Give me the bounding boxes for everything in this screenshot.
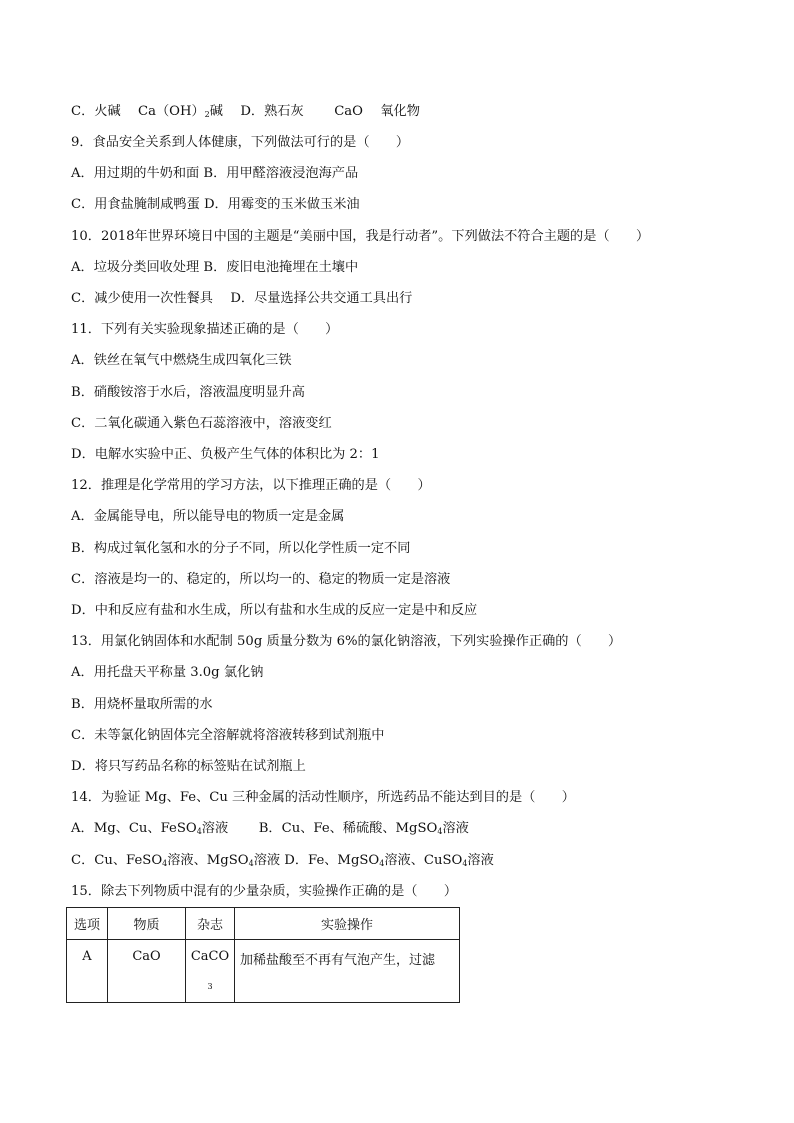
q12-option-b: B．构成过氧化氢和水的分子不同，所以化学性质一定不同 <box>71 541 411 556</box>
substance-value: CaO <box>132 949 161 964</box>
q9-options-cd: C．用食盐腌制咸鸭蛋 D．用霉变的玉米做玉米油 <box>71 197 360 212</box>
q14-subscript: 4 <box>437 827 443 836</box>
q15-table <box>66 907 460 1003</box>
table-header-cell: 杂志 <box>186 908 235 940</box>
q8-options-line <box>71 103 420 121</box>
q11-option-d: D．电解水实验中正、负极产生气体的体积比为 2：1 <box>71 447 380 462</box>
q14-subscript: 4 <box>462 859 468 868</box>
q14-subscript: 4 <box>379 859 385 868</box>
q13-option-a: A．用托盘天平称量 3.0g 氯化钠 <box>71 665 264 680</box>
q12-stem: 12．推理是化学常用的学习方法，以下推理正确的是（ ） <box>71 478 431 493</box>
table-header-cell: 物质 <box>108 908 186 940</box>
q11-option-b: B．硝酸铵溶于水后，溶液温度明显升高 <box>71 385 305 400</box>
q14-stem: 14．为验证 Mg、Fe、Cu 三种金属的活动性顺序，所选药品不能达到目的是（ ） <box>71 790 575 805</box>
q14-options-ab <box>71 820 469 838</box>
q12-option-a: A．金属能导电，所以能导电的物质一定是金属 <box>71 509 345 524</box>
q13-option-c: C．未等氯化钠固体完全溶解就将溶液转移到试剂瓶中 <box>71 728 385 743</box>
table-cell-substance <box>108 940 186 1003</box>
option-value: A <box>82 949 92 964</box>
impurity-value: CaCO <box>190 949 230 964</box>
q15-stem: 15．除去下列物质中混有的少量杂质，实验操作正确的是（ ） <box>71 884 458 899</box>
q9-stem: 9．食品安全关系到人体健康，下列做法可行的是（ ） <box>71 135 410 150</box>
q11-option-c: C．二氧化碳通入紫色石蕊溶液中，溶液变红 <box>71 416 332 431</box>
q13-option-d: D．将只写药品名称的标签贴在试剂瓶上 <box>71 759 306 774</box>
q13-stem: 13．用氯化钠固体和水配制 50g 质量分数为 6%的氯化钠溶液，下列实验操作正确的（ ） <box>71 634 622 649</box>
table-cell-option <box>67 940 108 1003</box>
impurity-subscript: 3 <box>207 982 213 991</box>
q8-option-cd-text: 碱 D．熟石灰 CaO 氧化物 <box>209 104 420 119</box>
q8-subscript: 2 <box>204 110 210 119</box>
q14-option-d-mid: 溶液、CuSO <box>384 853 463 868</box>
table-cell-impurity <box>186 940 235 1003</box>
q14-options-cd <box>71 852 494 870</box>
table-header-cell: 选项 <box>67 908 108 940</box>
q14-option-cd-text: 溶液 D．Fe、MgSO <box>253 853 380 868</box>
table-header-row <box>67 908 460 940</box>
q10-stem: 10．2018年世界环境日中国的主题是“美丽中国，我是行动者”。下列做法不符合主题的是（ ） <box>71 229 650 244</box>
q10-options-ab: A．垃圾分类回收处理 B．废旧电池掩埋在土壤中 <box>71 260 359 275</box>
q11-option-a: A．铁丝在氧气中燃烧生成四氧化三铁 <box>71 353 292 368</box>
q9-options-ab: A．用过期的牛奶和面 B．用甲醛溶液浸泡海产品 <box>71 166 359 181</box>
q8-option-c-text: C．火碱 Ca（OH） <box>71 104 205 119</box>
q14-subscript: 4 <box>196 827 202 836</box>
q14-option-ab-text: 溶液 B．Cu、Fe、稀硫酸、MgSO <box>201 821 438 836</box>
table-cell-operation <box>235 940 460 1003</box>
q14-option-a-text: A．Mg、Cu、FeSO <box>71 821 197 836</box>
table-header-cell: 实验操作 <box>235 908 460 940</box>
q12-option-c: C．溶液是均一的、稳定的，所以均一的、稳定的物质一定是溶液 <box>71 572 451 587</box>
q12-option-d: D．中和反应有盐和水生成，所以有盐和水生成的反应一定是中和反应 <box>71 603 478 618</box>
q10-options-cd: C．减少使用一次性餐具 D．尽量选择公共交通工具出行 <box>71 291 413 306</box>
q14-subscript: 4 <box>248 859 254 868</box>
q14-subscript: 4 <box>162 859 168 868</box>
q14-option-c-mid: 溶液、MgSO <box>167 853 249 868</box>
q13-option-b: B．用烧杯量取所需的水 <box>71 697 213 712</box>
q14-option-d-tail: 溶液 <box>467 853 494 868</box>
table-row <box>67 940 460 1003</box>
operation-value: 加稀盐酸至不再有气泡产生，过滤 <box>240 953 436 968</box>
q14-option-b-tail: 溶液 <box>442 821 469 836</box>
q11-stem: 11．下列有关实验现象描述正确的是（ ） <box>71 322 339 337</box>
q14-option-c-text: C．Cu、FeSO <box>71 853 163 868</box>
